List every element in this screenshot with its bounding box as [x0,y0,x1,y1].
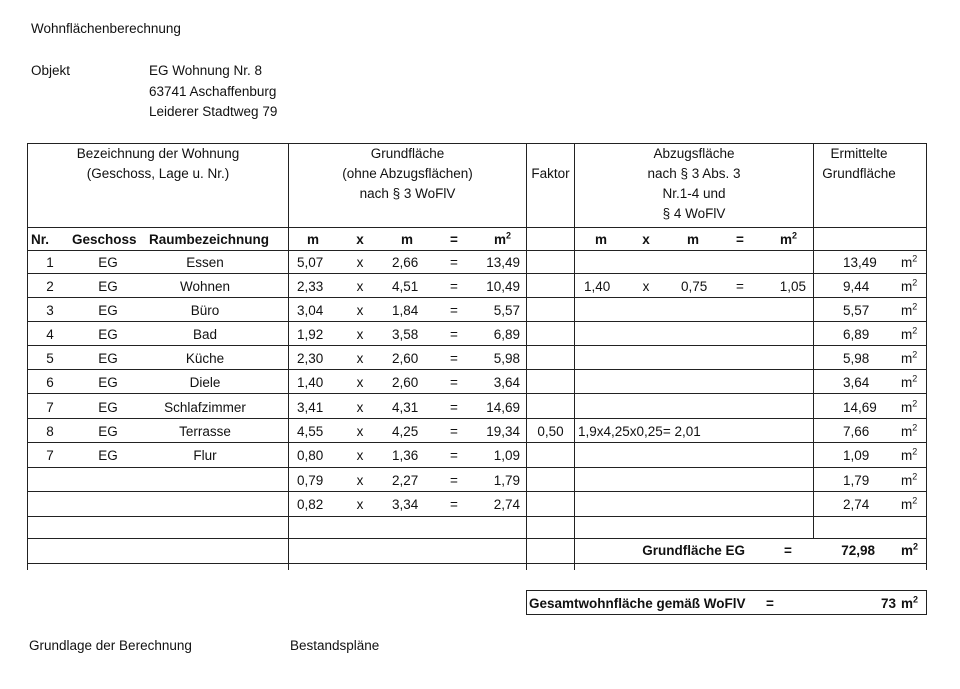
row-times: x [356,375,364,390]
row-nr: 8 [46,424,54,439]
row-area: 13,49 [486,255,520,270]
header-group3-line4: § 4 WoFlV [662,206,726,221]
header-group3-line2: nach § 3 Abs. 3 [647,166,741,181]
row-equals: = [450,303,458,318]
row-times: x [356,351,364,366]
row-result: 1,79 [843,473,870,488]
row-deduction-area: 1,05 [779,279,806,294]
document-title: Wohnflächenberechnung [31,21,181,36]
subheader-am2unit: $m^2$ [780,230,798,247]
header-group4-line2: Grundfläche [822,166,896,181]
row-length: 1,40 [297,375,324,390]
row-width: 2,60 [392,375,419,390]
row-raum: Diele [189,375,221,390]
row-geschoss: EG [98,448,118,463]
row-equals: = [450,351,458,366]
header-group2-line3: nach § 3 WoFlV [359,186,456,201]
row-deduction-length: 1,40 [584,279,611,294]
row-raum: Terrasse [179,424,231,439]
row-equals: = [450,424,458,439]
object-line-3: Leiderer Stadtweg 79 [149,104,278,119]
row-equals: = [450,327,458,342]
row-result: 5,98 [843,351,870,366]
row-geschoss: EG [98,279,118,294]
row-unit: $m^2$ [901,422,918,439]
row-unit: $m^2$ [901,398,918,415]
row-length: 3,04 [297,303,324,318]
row-nr: 4 [46,327,54,342]
row-unit: $m^2$ [901,495,918,512]
row-area: 6,89 [493,327,520,342]
sum-eq: = [784,543,792,558]
sum-unit: $m^2$ [901,541,919,558]
subheader-am2: m [686,232,699,247]
subheader-m1: m [306,232,319,247]
row-width: 1,84 [392,303,419,318]
row-raum: Essen [186,255,224,270]
row-times: x [356,279,364,294]
row-nr: 5 [46,351,54,366]
total-value: 73 [880,596,896,611]
row-width: 4,25 [392,424,419,439]
row-geschoss: EG [98,375,118,390]
row-deduction: 1,9x4,25x0,25= 2,01 [578,424,701,439]
header-group1-line1: Bezeichnung der Wohnung [76,146,240,161]
row-area: 5,98 [493,351,520,366]
row-times: x [356,473,364,488]
row-length: 4,55 [297,424,324,439]
subheader-ax: x [642,232,650,247]
sum-label: Grundfläche EG [642,543,745,558]
row-times: x [356,327,364,342]
row-area: 5,57 [493,303,520,318]
row-nr: 3 [46,303,54,318]
row-length: 0,82 [297,497,324,512]
row-deduction-width: 0,75 [681,279,708,294]
row-length: 5,07 [297,255,324,270]
row-area: 14,69 [486,400,520,415]
subheader-raum: Raumbezeichnung [149,232,270,247]
row-length: 1,92 [297,327,324,342]
row-width: 3,58 [392,327,419,342]
row-area: 1,79 [493,473,520,488]
row-geschoss: EG [98,255,118,270]
header-group3-line3: Nr.1-4 und [662,186,726,201]
row-equals: = [450,448,458,463]
row-nr: 7 [46,448,54,463]
header-group2-line1: Grundfläche [370,146,445,161]
subheader-aeq: = [736,232,744,247]
subheader-x1: x [356,232,364,247]
row-equals: = [450,279,458,294]
header-group3-line1: Abzugsfläche [653,146,735,161]
row-times: x [356,448,364,463]
row-equals: = [450,497,458,512]
row-geschoss: EG [98,351,118,366]
row-raum: Küche [185,351,225,366]
row-area: 3,64 [493,375,520,390]
row-raum: Wohnen [179,279,231,294]
row-unit: $m^2$ [901,301,918,318]
row-unit: $m^2$ [901,253,918,270]
object-line-1: EG Wohnung Nr. 8 [149,63,263,78]
row-equals: = [450,375,458,390]
row-geschoss: EG [98,424,118,439]
row-nr: 1 [46,255,54,270]
header-group1-line2: (Geschoss, Lage u. Nr.) [86,166,230,181]
row-raum: Bad [192,327,218,342]
row-unit: $m^2$ [901,471,918,488]
object-line-2: 63741 Aschaffenburg [149,84,277,99]
row-deduction-times: x [642,279,650,294]
row-result: 1,09 [843,448,870,463]
header-group4-line1: Ermittelte [830,146,888,161]
row-times: x [356,400,364,415]
row-length: 0,80 [297,448,324,463]
row-width: 1,36 [392,448,419,463]
row-unit: $m^2$ [901,277,918,294]
row-geschoss: EG [98,327,118,342]
row-times: x [356,255,364,270]
subheader-nr: Nr. [31,232,50,247]
subheader-m2: m [400,232,413,247]
row-nr: 7 [46,400,54,415]
row-width: 4,31 [392,400,419,415]
row-geschoss: EG [98,400,118,415]
row-unit: $m^2$ [901,325,918,342]
row-width: 4,51 [392,279,419,294]
header-group2-line2: (ohne Abzugsflächen) [342,166,473,181]
row-length: 2,30 [297,351,324,366]
row-equals: = [450,400,458,415]
row-area: 2,74 [493,497,520,512]
row-result: 5,57 [843,303,870,318]
row-raum: Büro [190,303,220,318]
row-nr: 2 [46,279,54,294]
row-width: 2,27 [392,473,419,488]
row-unit: $m^2$ [901,446,918,463]
row-equals: = [450,473,458,488]
row-result: 2,74 [843,497,870,512]
row-faktor: 0,50 [537,424,564,439]
row-raum: Schlafzimmer [164,400,246,415]
row-times: x [356,424,364,439]
row-unit: $m^2$ [901,349,918,366]
row-area: 19,34 [486,424,520,439]
row-geschoss: EG [98,303,118,318]
row-result: 14,69 [843,400,877,415]
row-nr: 6 [46,375,54,390]
total-unit: $m^2$ [901,594,919,611]
row-result: 6,89 [843,327,870,342]
row-width: 2,66 [392,255,419,270]
object-label: Objekt [31,63,71,78]
row-unit: $m^2$ [901,373,918,390]
subheader-geschoss: Geschoss [72,232,137,247]
row-length: 2,33 [297,279,324,294]
row-area: 10,49 [486,279,520,294]
row-times: x [356,497,364,512]
row-length: 0,79 [297,473,324,488]
row-deduction-equals: = [736,279,744,294]
row-result: 7,66 [843,424,870,439]
row-area: 1,09 [493,448,520,463]
total-eq: = [766,596,774,611]
sum-value: 72,98 [841,543,875,558]
subheader-eq1: = [450,232,458,247]
row-raum: Flur [193,448,217,463]
total-label: Gesamtwohnfläche gemäß WoFlV [529,596,746,611]
row-result: 9,44 [843,279,870,294]
row-result: 3,64 [843,375,870,390]
row-width: 3,34 [392,497,419,512]
row-result: 13,49 [843,255,877,270]
subheader-m2unit: $m^2$ [494,230,512,247]
row-width: 2,60 [392,351,419,366]
footer-value: Bestandspläne [290,638,380,653]
footer-label: Grundlage der Berechnung [29,638,192,653]
row-times: x [356,303,364,318]
header-faktor: Faktor [531,166,570,181]
row-length: 3,41 [297,400,324,415]
subheader-am1: m [594,232,607,247]
row-equals: = [450,255,458,270]
